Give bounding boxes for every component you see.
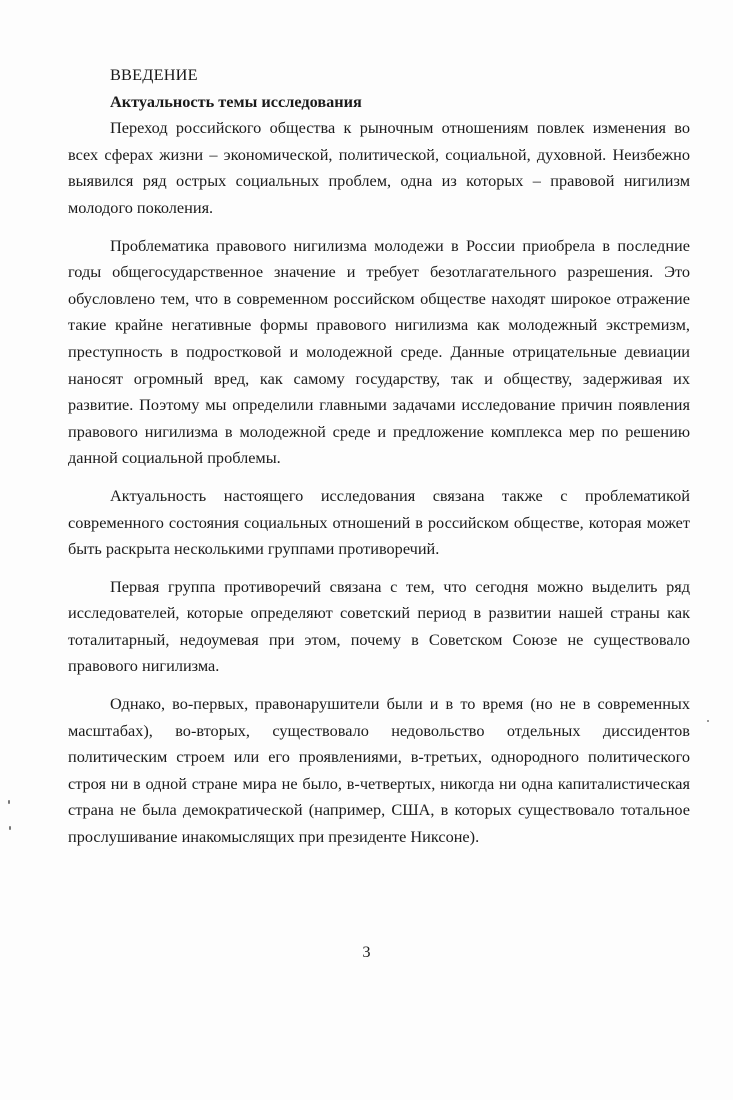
section-heading: ВВЕДЕНИЕ [110,65,198,84]
page-number: 3 [362,942,371,961]
paragraph-2: Проблематика правового нигилизма молодежи в России приобрела в последние годы общегосударственное значение и требует безотлагательного разрешения. Это обусловлено тем, что в современном российском обществе находят широкое отражение такие крайне негативные формы правового нигилизма как молодежный экстремизм, преступность в подростковой и молодежной среде. Данные отрицательные девиации наносят огромный вред, как самому государству, так и обществу, задерживая их развитие. Поэтому мы определили главными задачами исследование причин появления правового нигилизма в молодежной среде и предложение комплекса мер по решению данной социальной проблемы. [68,235,690,468]
subsection-heading: Актуальность темы исследования [110,91,362,111]
paragraph-3: Актуальность настоящего исследования связана также с проблематикой современного состояния социальных отношений в российском обществе, которая может быть раскрыта несколькими группами противоречий. [68,485,690,559]
scan-speck [8,800,10,804]
paragraph-5: Однако, во-первых, правонарушители были и в то время (но не в современных масштабах), во-вторых, существовало недовольство отдельных диссидентов политическим строем или его проявлениями, в-третьих, однородного политического строя ни в одной стране мира не было, в-четвертых, никогда ни одна капиталистическая страна не была демократической (например, США, в которых существовало тотальное прослушивание инакомыслящих при президенте Никсоне). [68,694,690,847]
scan-speck [9,826,11,830]
scan-speck [707,720,709,722]
paragraph-4: Первая группа противоречий связана с тем, что сегодня можно выделить ряд исследователей, которые определяют советский период в развитии нашей страны как тоталитарный, недоумевая при этом, почему в Советском Союзе не существовало правового нигилизма. [68,576,690,676]
document-body [68,62,690,862]
paragraph-1: Переход российского общества к рыночным отношениям повлек изменения во всех сферах жизни – экономической, политической, социальной, духовной. Неизбежно выявился ряд острых социальных проблем, одна из которых – правовой нигилизм молодого поколения. [68,118,690,217]
